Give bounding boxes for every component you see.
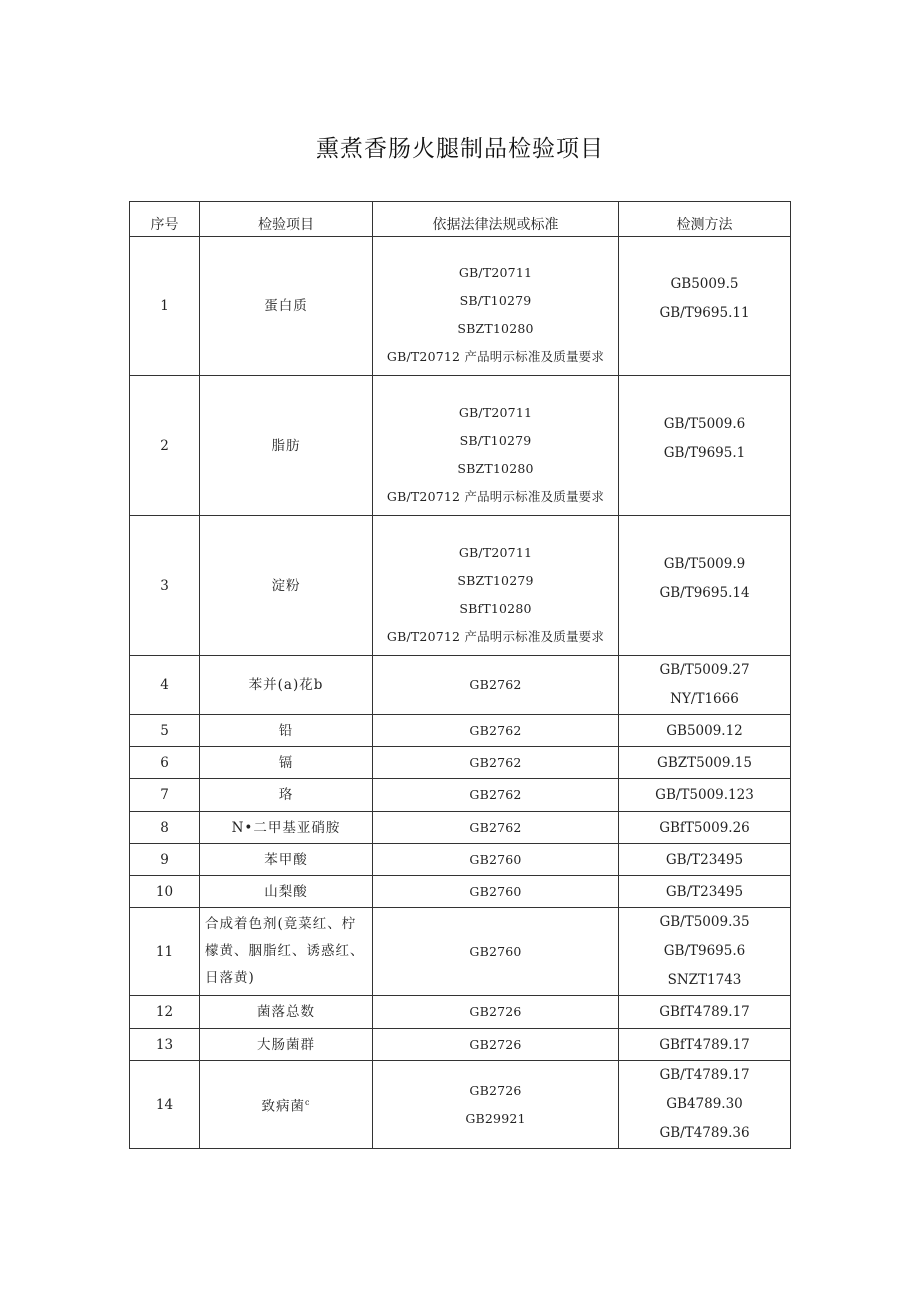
item-label: 致病菌	[261, 1098, 305, 1115]
inspection-item	[200, 779, 373, 812]
standard-cell	[373, 747, 619, 779]
method-cell	[619, 812, 791, 844]
standard-line: GB/T20712 产品明示标准及质量要求	[386, 628, 605, 644]
standard-cell	[373, 1061, 619, 1149]
method-line: GB/T23495	[665, 883, 744, 900]
item-label: 镉	[278, 754, 294, 771]
standard-line: GB2726	[469, 1004, 522, 1019]
item-line: 日落黄)	[205, 970, 255, 986]
standard-line: GB/T20711	[458, 404, 533, 420]
item-label: 脂肪	[271, 437, 301, 454]
standard-line: SB/T10279	[459, 293, 532, 308]
method-cell	[619, 747, 791, 779]
table-row	[130, 237, 791, 376]
row-number: 2	[130, 376, 200, 516]
item-superscript: c	[305, 1097, 311, 1107]
standard-cell	[373, 779, 619, 812]
table-row	[130, 656, 791, 715]
item-label: 菌落总数	[257, 1004, 315, 1020]
standard-line: GB/T20712 产品明示标准及质量要求	[386, 488, 605, 504]
standard-line: SB/T10279	[459, 432, 532, 448]
table-row	[130, 715, 791, 747]
method-line: GBZT5009.15	[657, 754, 752, 771]
method-line: GB/T4789.17	[659, 1067, 750, 1083]
method-cell	[619, 1029, 791, 1061]
inspection-item	[200, 715, 373, 747]
standard-cell	[373, 1029, 619, 1061]
standard-line: SBZT10280	[457, 460, 534, 476]
header-item: 检验项目	[200, 202, 373, 237]
method-line: GB/T23495	[665, 851, 744, 868]
row-number: 7	[130, 779, 200, 812]
item-label: N•二甲基亚硝胺	[231, 819, 341, 836]
row-number: 3	[130, 516, 200, 656]
table-row	[130, 876, 791, 908]
table-body	[130, 237, 791, 1149]
standard-line: GB2760	[469, 851, 522, 867]
header-method: 检测方法	[619, 202, 791, 237]
inspection-table	[129, 201, 791, 1149]
inspection-item	[200, 1061, 373, 1149]
table-row	[130, 908, 791, 996]
item-label: 大肠菌群	[257, 1036, 315, 1053]
method-cell	[619, 779, 791, 812]
item-line: 檬黄、胭脂红、诱惑红、	[205, 943, 365, 959]
standard-cell	[373, 237, 619, 376]
standard-line: GB/T20711	[458, 544, 533, 560]
row-number: 12	[130, 996, 200, 1029]
inspection-item	[200, 237, 373, 376]
method-cell	[619, 237, 791, 376]
item-line: 合成着色剂(竟菜红、柠	[205, 916, 357, 932]
method-line: GB/T5009.6	[663, 415, 746, 432]
method-line: SNZT1743	[667, 972, 742, 988]
row-number: 6	[130, 747, 200, 779]
standard-line: GB2762	[469, 819, 522, 835]
method-cell	[619, 996, 791, 1029]
inspection-item	[200, 812, 373, 844]
method-line: GB5009.5	[670, 276, 739, 292]
standard-line: GB2762	[469, 677, 522, 692]
table-row	[130, 812, 791, 844]
standard-line: SBZT10280	[457, 321, 534, 336]
inspection-item	[200, 376, 373, 516]
method-line: GB/T4789.36	[659, 1125, 750, 1141]
method-line: GB/T9695.14	[659, 584, 750, 601]
table-row	[130, 376, 791, 516]
row-number: 1	[130, 237, 200, 376]
standard-line: GB/T20711	[458, 265, 533, 280]
item-label: 山梨酸	[264, 883, 308, 900]
header-standard: 依据法律法规或标准	[373, 202, 619, 237]
inspection-item	[200, 996, 373, 1029]
inspection-item	[200, 908, 373, 996]
standard-line: GB2726	[469, 1036, 522, 1052]
header-no: 序号	[130, 202, 200, 237]
method-line: GB/T5009.123	[655, 787, 754, 803]
standard-line: SBZT10279	[457, 572, 534, 588]
method-cell	[619, 908, 791, 996]
row-number: 4	[130, 656, 200, 715]
page-title: 熏煮香肠火腿制品检验项目	[316, 136, 604, 162]
method-cell	[619, 656, 791, 715]
standard-cell	[373, 656, 619, 715]
inspection-item	[200, 516, 373, 656]
table-row	[130, 844, 791, 876]
table-row	[130, 516, 791, 656]
method-line: GBfT5009.26	[659, 819, 750, 836]
item-label: 苯甲酸	[264, 851, 308, 868]
row-number: 13	[130, 1029, 200, 1061]
method-line: GB/T5009.9	[663, 555, 746, 572]
table-row	[130, 1029, 791, 1061]
inspection-item	[200, 747, 373, 779]
method-line: NY/T1666	[670, 691, 739, 707]
inspection-item	[200, 1029, 373, 1061]
item-label: 淀粉	[271, 577, 301, 594]
item-label: 珞	[278, 787, 294, 803]
standard-line: GB/T20712 产品明示标准及质量要求	[386, 349, 605, 364]
standard-cell	[373, 516, 619, 656]
inspection-item	[200, 876, 373, 908]
row-number: 9	[130, 844, 200, 876]
method-line: GBfT4789.17	[659, 1036, 750, 1053]
method-cell	[619, 876, 791, 908]
standard-cell	[373, 844, 619, 876]
method-line: GB5009.12	[666, 722, 743, 739]
inspection-item	[200, 656, 373, 715]
standard-line: GB2760	[469, 943, 522, 959]
method-line: GB/T5009.35	[659, 914, 750, 930]
method-cell	[619, 844, 791, 876]
method-line: GB4789.30	[666, 1096, 743, 1112]
method-cell	[619, 376, 791, 516]
standard-cell	[373, 812, 619, 844]
method-line: GB/T9695.11	[659, 305, 750, 321]
standard-cell	[373, 376, 619, 516]
row-number: 5	[130, 715, 200, 747]
standard-line: SBfT10280	[459, 600, 532, 616]
standard-cell	[373, 876, 619, 908]
standard-line: GB29921	[465, 1110, 526, 1126]
row-number: 10	[130, 876, 200, 908]
method-line: GBfT4789.17	[659, 1004, 750, 1020]
method-line: GB/T5009.27	[659, 662, 750, 678]
item-label: 苯并(a)花b	[248, 677, 324, 693]
standard-cell	[373, 996, 619, 1029]
method-cell	[619, 516, 791, 656]
standard-line: GB2762	[469, 722, 522, 738]
standard-cell	[373, 908, 619, 996]
standard-line: GB2760	[469, 883, 522, 899]
standard-line: GB2762	[469, 787, 522, 802]
table-header-row	[130, 202, 791, 237]
row-number: 8	[130, 812, 200, 844]
standard-cell	[373, 715, 619, 747]
table-row	[130, 779, 791, 812]
table-row	[130, 747, 791, 779]
table-row	[130, 996, 791, 1029]
inspection-item	[200, 844, 373, 876]
item-label: 铅	[278, 722, 294, 739]
method-line: GB/T9695.1	[663, 444, 746, 461]
row-number: 11	[130, 908, 200, 996]
standard-line: GB2726	[469, 1082, 522, 1098]
table-row	[130, 1061, 791, 1149]
method-cell	[619, 715, 791, 747]
method-cell	[619, 1061, 791, 1149]
standard-line: GB2762	[469, 754, 522, 770]
method-line: GB/T9695.6	[663, 943, 746, 959]
row-number: 14	[130, 1061, 200, 1149]
item-label: 蛋白质	[264, 298, 308, 314]
